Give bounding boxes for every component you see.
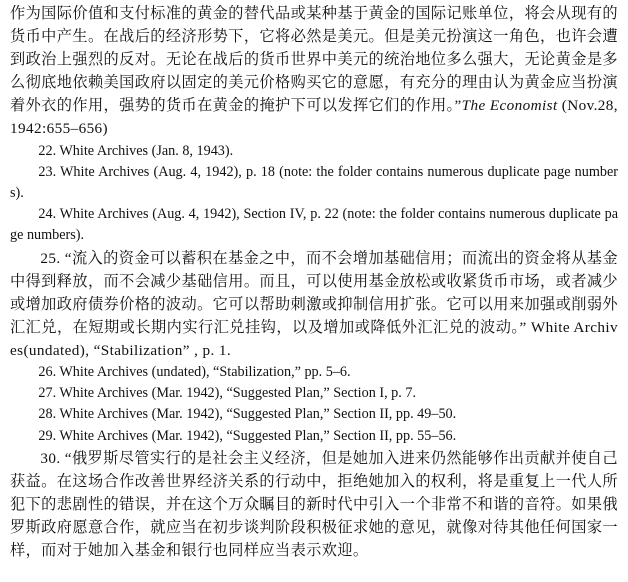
footnote-28: 28. White Archives (Mar. 1942), “Suggested Plan,” Section II, pp. 49–50.: [38, 406, 457, 423]
footnote-24: 24. White Archives (Aug. 4, 1942), Section IV, p. 22 (note: the folder contains numerous duplicate page numbers).: [10, 206, 618, 244]
footnote-25: 25. “流入的资金可以蓄积在基金之中，而不会增加基础信用；而流出的资金将从基金中得到释放，而不会减少基础信用。而且，可以使用基金放松或收紧货币市场，或者减少或增加政府债券价格的波动。它可以帮助刺激或抑制信用扩张。它可以用来加强或削弱外汇汇兑，在短期或长期内实行汇兑挂钩，以及增加或降低外汇汇兑的波动。” White Archives(undated), “Stabilization” , p. 1.: [10, 249, 618, 359]
footnote-29: 29. White Archives (Mar. 1942), “Suggested Plan,” Section II, pp. 55–56.: [38, 427, 457, 444]
footnote-27: 27. White Archives (Mar. 1942), “Suggested Plan,” Section I, p. 7.: [38, 385, 416, 402]
footnote-23: 23. White Archives (Aug. 4, 1942), p. 18 (note: the folder contains numerous duplicate page numbers).: [10, 163, 618, 201]
footnote-21-citation: (Nov.28, 1942:655–656): [10, 97, 618, 138]
footnote-21-text: 作为国际价值和支付标准的黄金的替代品或某种基于黄金的国际记账单位，将会从现有的货币中产生。在战后的经济形势下，它将必然是美元。但是美元扮演这一角色，也许会遭到政治上强烈的反对。无论在战后的货币世界中美元的统治地位多么强大，无论黄金是多么彻底地依赖美国政府以固定的美元价格购买它的意愿，有充分的理由认为黄金应当扮演着外衣的作用，强势的货币在黄金的掩护下可以发挥它们的作用。”: [10, 5, 618, 115]
footnote-21-journal: The Economist: [461, 97, 558, 115]
footnote-21-continuation: [10, 2, 618, 141]
footnote-30: 30. “俄罗斯尽管实行的是社会主义经济，但是她加入进来仍然能够作出贡献并使自己获益。在这场合作改善世界经济关系的行动中，拒绝她加入的权利，将是重复上一代人所犯下的悲剧性的错误，并在这个万众瞩目的新时代中引入一个非常不和谐的音符。如果俄罗斯政府愿意合作，就应当在初步谈判阶段积极征求她的意见，就像对待其他任何国家一样，而对于她加入基金和银行也同样应当表示欢迎。: [10, 449, 618, 560]
footnote-26: 26. White Archives (undated), “Stabilization,” pp. 5–6.: [38, 364, 351, 381]
footnotes-page: [10, 2, 618, 562]
footnote-22: 22. White Archives (Jan. 8, 1943).: [38, 142, 234, 159]
